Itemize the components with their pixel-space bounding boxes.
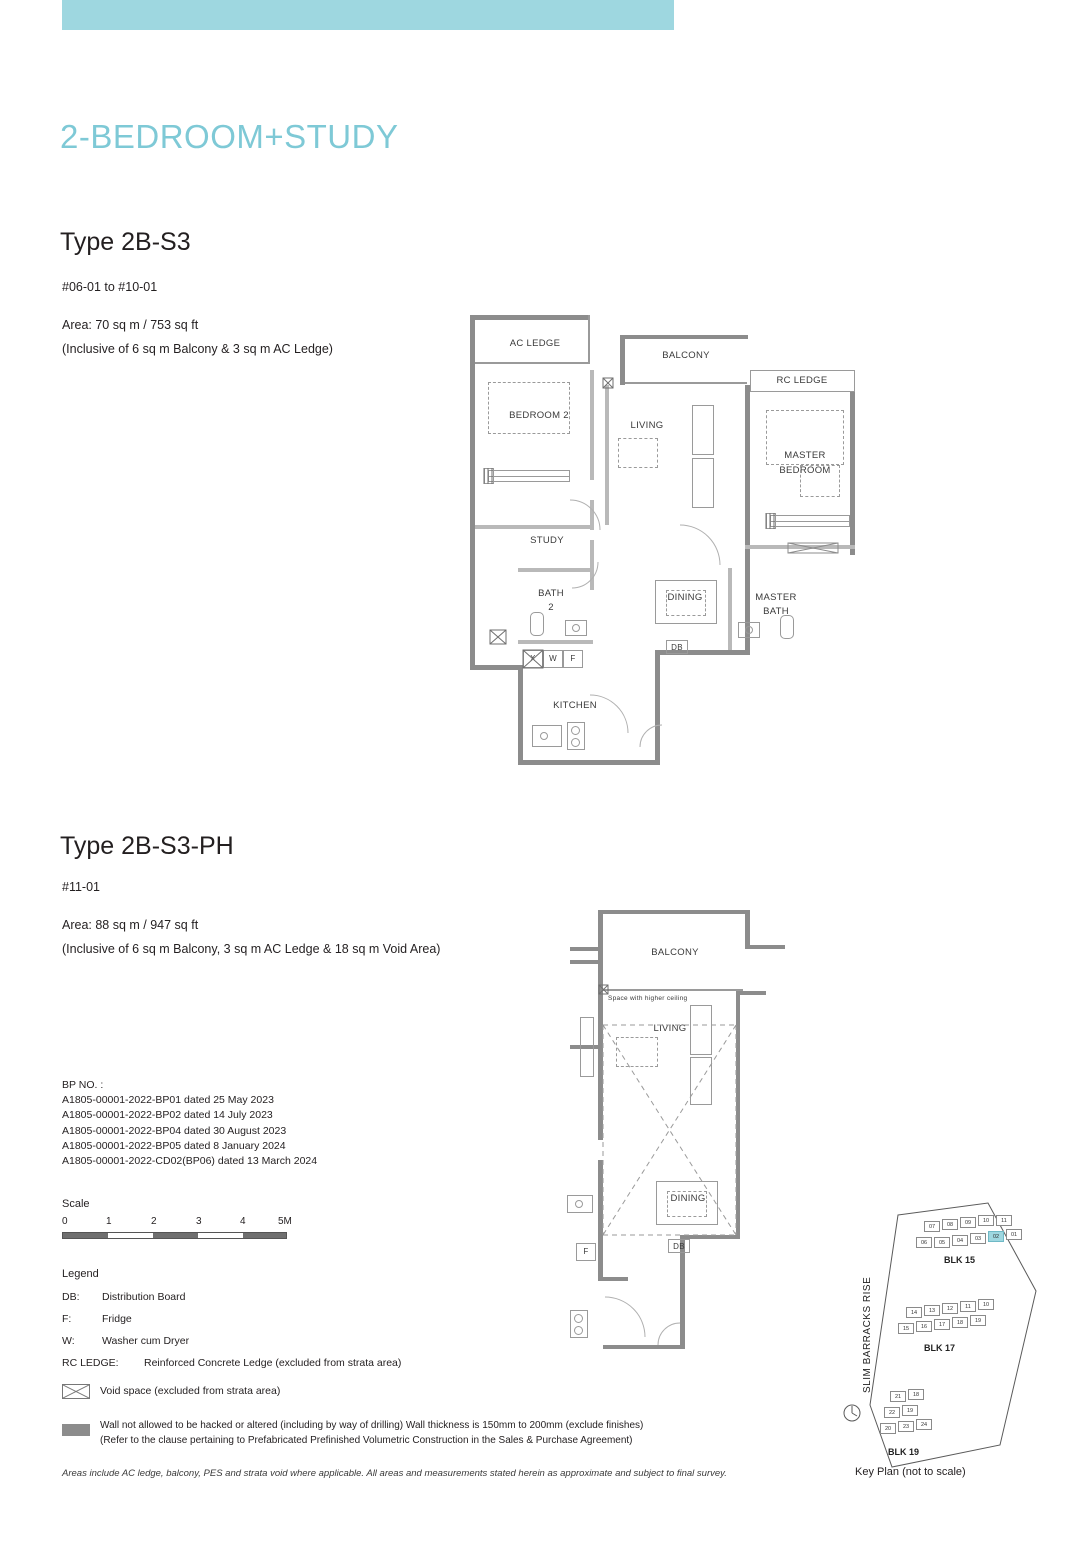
bp-line-4: A1805-00001-2022-BP05 dated 8 January 2024 [62, 1139, 286, 1152]
unit-a-area: Area: 70 sq m / 753 sq ft [62, 318, 199, 332]
key-plan-unit-01: 01 [1006, 1229, 1022, 1240]
scale-tick-1: 1 [106, 1216, 112, 1227]
legend-key-db: DB: [62, 1291, 80, 1303]
key-plan-unit-03: 03 [970, 1233, 986, 1244]
room-label-living: LIVING [630, 420, 664, 431]
key-plan-unit-18: 18 [952, 1317, 968, 1328]
key-plan-unit-20: 20 [880, 1423, 896, 1434]
top-accent-bar [62, 0, 674, 30]
legend-value-f: Fridge [102, 1313, 132, 1325]
scale-bar [62, 1216, 302, 1244]
wall-note [100, 1419, 740, 1448]
key-plan-blk-17: BLK 17 [924, 1343, 956, 1353]
unit-a-units: #06-01 to #10-01 [62, 280, 158, 294]
room-label-master-bedroom-1: MASTER [784, 450, 826, 461]
label-f-b: F [583, 1247, 589, 1256]
room-label-kitchen: KITCHEN [553, 700, 597, 711]
bp-line-3: A1805-00001-2022-BP04 dated 30 August 2023 [62, 1124, 287, 1137]
key-plan-unit-11b: 11 [960, 1301, 976, 1312]
key-plan-caption: Key Plan (not to scale) [855, 1466, 966, 1478]
key-plan [840, 1195, 1040, 1495]
unit-a-floorplan [470, 310, 870, 780]
key-plan-unit-18c: 18 [908, 1389, 924, 1400]
room-label-dining: DINING [667, 592, 703, 603]
room-label-balcony: BALCONY [662, 350, 710, 361]
legend-key-f: F: [62, 1313, 72, 1325]
room-label-bedroom-2: BEDROOM 2 [509, 410, 569, 421]
room-label-rc-ledge: RC LEDGE [776, 375, 828, 386]
unit-b-units: #11-01 [62, 880, 100, 894]
key-plan-blk-19: BLK 19 [888, 1447, 920, 1457]
room-label-dining-b: DINING [670, 1193, 706, 1204]
room-label-master-bath-2: BATH [763, 606, 789, 617]
key-plan-unit-06: 06 [916, 1237, 932, 1248]
legend-key-w: W: [62, 1335, 75, 1347]
unit-b-type-heading: Type 2B-S3-PH [60, 832, 234, 860]
key-plan-unit-16: 16 [916, 1321, 932, 1332]
room-label-study: STUDY [530, 535, 564, 546]
note-higher-ceiling: Space with higher ceiling [608, 995, 688, 1002]
scale-tick-5: 5M [278, 1216, 292, 1227]
unit-a-type-heading: Type 2B-S3 [60, 228, 191, 256]
key-plan-unit-05: 05 [934, 1237, 950, 1248]
key-plan-unit-12: 12 [942, 1303, 958, 1314]
unit-a-area-note: (Inclusive of 6 sq m Balcony & 3 sq m AC Ledge) [62, 342, 333, 356]
key-plan-unit-19c: 19 [902, 1405, 918, 1416]
key-plan-unit-14: 14 [906, 1307, 922, 1318]
key-plan-unit-19: 19 [970, 1315, 986, 1326]
key-plan-unit-04: 04 [952, 1235, 968, 1246]
scale-tick-4: 4 [240, 1216, 246, 1227]
scale-tick-2: 2 [151, 1216, 157, 1227]
unit-b-area-note: (Inclusive of 6 sq m Balcony, 3 sq m AC Ledge & 18 sq m Void Area) [62, 942, 441, 956]
unit-a-plan-lines [470, 310, 870, 780]
room-label-ac-ledge: AC LEDGE [509, 338, 561, 349]
key-plan-unit-23: 23 [898, 1421, 914, 1432]
key-plan-unit-08: 08 [942, 1219, 958, 1230]
room-label-bath-2-2: 2 [548, 602, 554, 613]
key-plan-unit-07: 07 [924, 1221, 940, 1232]
scale-title: Scale [62, 1198, 90, 1210]
label-db-b: DB [673, 1242, 685, 1251]
bp-line-5: A1805-00001-2022-CD02(BP06) dated 13 March 2024 [62, 1155, 318, 1168]
room-label-bath-2-1: BATH [538, 588, 564, 599]
bp-title: BP NO. : [62, 1079, 104, 1091]
label-f: F [570, 654, 576, 663]
unit-b-area: Area: 88 sq m / 947 sq ft [62, 918, 199, 932]
wall-note-line-2: (Refer to the clause pertaining to Prefabricated Prefinished Volumetric Construction in the Sales & Purchase Agreement) [100, 1434, 633, 1446]
legend-value-db: Distribution Board [102, 1291, 186, 1303]
page-title: 2-BEDROOM+STUDY [60, 118, 399, 155]
legend-value-w: Washer cum Dryer [102, 1335, 190, 1347]
key-plan-unit-21: 21 [890, 1391, 906, 1402]
bp-line-1: A1805-00001-2022-BP01 dated 25 May 2023 [62, 1094, 274, 1107]
key-plan-unit-17: 17 [934, 1319, 950, 1330]
room-label-living-b: LIVING [653, 1023, 687, 1034]
key-plan-unit-15: 15 [898, 1323, 914, 1334]
unit-b-plan-lines [560, 905, 820, 1365]
key-plan-unit-09: 09 [960, 1217, 976, 1228]
wall-note-line-1: Wall not allowed to be hacked or altered (including by way of drilling) Wall thickness is 150mm to 200mm (exclude finishes) [100, 1420, 644, 1431]
key-plan-unit-10b: 10 [978, 1299, 994, 1310]
room-label-balcony-b: BALCONY [651, 947, 699, 958]
key-plan-road-label: SLIM BARRACKS RISE [862, 1276, 873, 1393]
key-plan-unit-24: 24 [916, 1419, 932, 1430]
legend-title: Legend [62, 1268, 99, 1280]
label-db: DB [671, 643, 683, 652]
void-space-text: Void space (excluded from strata area) [100, 1385, 281, 1397]
unit-b-floorplan [560, 905, 820, 1365]
key-plan-unit-11: 11 [996, 1215, 1012, 1226]
label-w: W [549, 654, 557, 663]
room-label-master-bedroom-2: BEDROOM [779, 465, 831, 476]
void-space-icon [62, 1384, 90, 1399]
key-plan-blk-15: BLK 15 [944, 1255, 976, 1265]
footnote: Areas include AC ledge, balcony, PES and strata void where applicable. All areas and measurements stated herein as approximate and subject to final survey. [62, 1468, 727, 1479]
scale-tick-3: 3 [196, 1216, 202, 1227]
room-label-master-bath-1: MASTER [755, 592, 797, 603]
legend-value-rc-ledge: Reinforced Concrete Ledge (excluded from strata area) [144, 1357, 402, 1369]
scale-tick-0: 0 [62, 1216, 68, 1227]
label-x: X [530, 654, 536, 663]
key-plan-unit-22: 22 [884, 1407, 900, 1418]
wall-swatch-icon [62, 1424, 90, 1436]
key-plan-unit-10: 10 [978, 1215, 994, 1226]
key-plan-unit-13: 13 [924, 1305, 940, 1316]
bp-number-block [62, 1078, 317, 1169]
legend-key-rc-ledge: RC LEDGE: [62, 1357, 119, 1369]
key-plan-unit-02-highlighted: 02 [988, 1231, 1004, 1242]
bp-line-2: A1805-00001-2022-BP02 dated 14 July 2023 [62, 1109, 273, 1122]
